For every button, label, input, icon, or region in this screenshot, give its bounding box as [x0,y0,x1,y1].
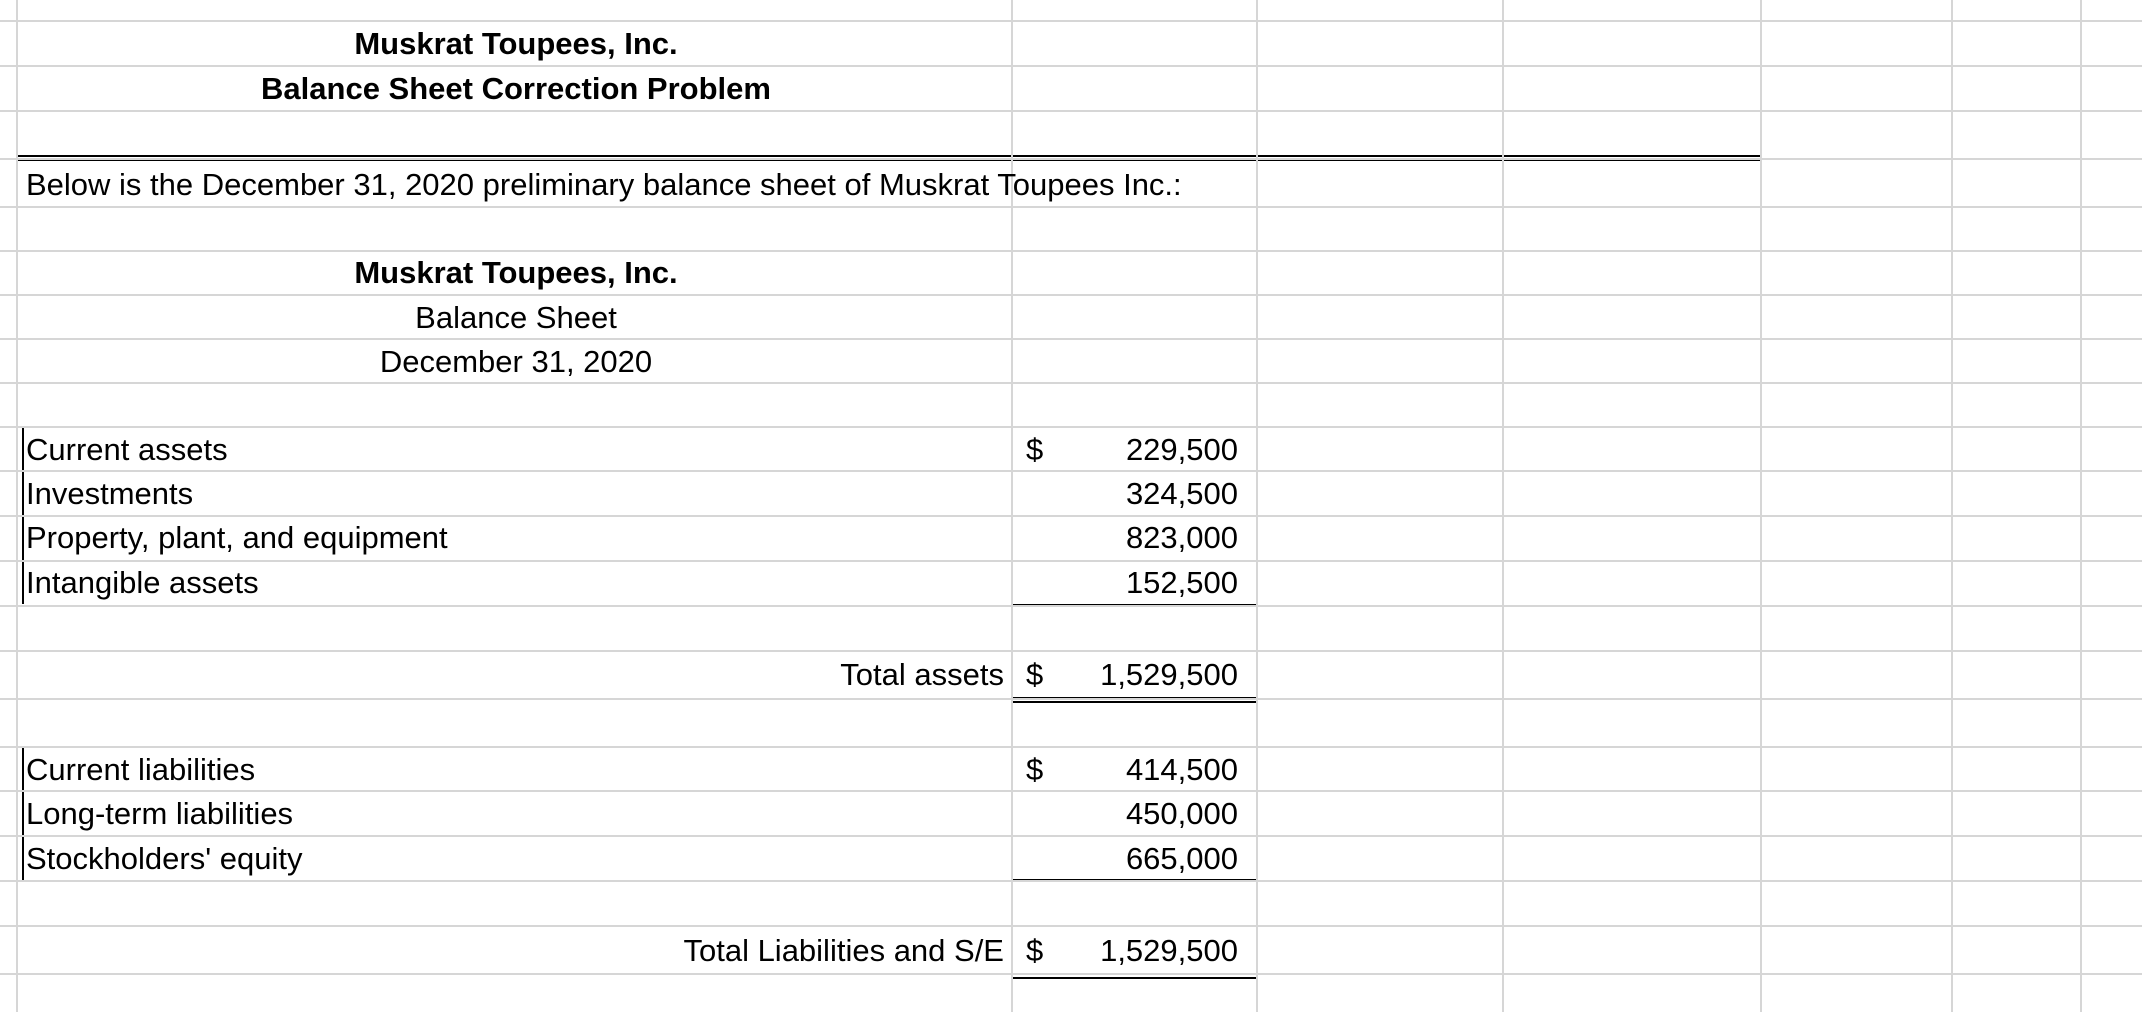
grid-row-line [0,925,2142,927]
asset-row-dollar[interactable] [1026,560,1066,604]
grid-column-line [1951,0,1953,1012]
grid-row-line [0,880,2142,882]
asset-amount: 152,500 [1125,564,1238,600]
statement-date: December 31, 2020 [379,343,653,379]
problem-title-cell[interactable] [16,67,1016,109]
liability-row-dollar[interactable] [1026,791,1066,835]
asset-row-label[interactable] [26,560,996,604]
statement-date-cell[interactable] [16,339,1016,383]
asset-label: Current assets [26,431,228,467]
liability-row-dollar[interactable] [1026,836,1066,880]
liability-amount: 450,000 [1125,795,1238,831]
total-liabilities-label: Total Liabilities and S/E [683,932,1004,968]
total-liabilities-dollar-cell[interactable] [1026,928,1066,972]
liability-row-label[interactable] [26,747,996,791]
asset-label: Intangible assets [26,564,259,600]
intro-text-cell[interactable] [26,162,1426,206]
asset-label: Property, plant, and equipment [26,519,448,555]
asset-row-label[interactable] [26,471,996,515]
grid-row-line [0,698,2142,700]
liability-label: Long-term liabilities [26,795,294,831]
liability-row-label[interactable] [26,791,996,835]
liability-row-dollar[interactable] [1026,747,1066,791]
liability-row-amount[interactable] [1066,836,1238,880]
asset-row-amount[interactable] [1066,427,1238,471]
grid-column-line [16,0,18,1012]
asset-amount: 324,500 [1125,475,1238,511]
total-double-underline [1011,701,1256,703]
liability-amount: 414,500 [1125,751,1238,787]
intro-text: Below is the December 31, 2020 preliminary balance sheet of Muskrat Toupees Inc.: [26,166,1182,202]
liability-row-label[interactable] [26,836,996,880]
liability-amount: 665,000 [1125,840,1238,876]
asset-amount: 229,500 [1125,431,1238,467]
total-liabilities-amount: 1,529,500 [1100,932,1238,968]
liability-row-amount[interactable] [1066,747,1238,791]
grid-row-line [0,110,2142,112]
liability-label: Current liabilities [26,751,256,787]
statement-company-cell[interactable] [16,250,1016,294]
asset-row-amount[interactable] [1066,471,1238,515]
liability-label: Stockholders' equity [26,840,303,876]
asset-row-label[interactable] [26,515,996,559]
asset-row-dollar[interactable] [1026,515,1066,559]
asset-amount: 823,000 [1125,519,1238,555]
dollar-sign: $ [1026,932,1044,968]
statement-company: Muskrat Toupees, Inc. [354,254,678,290]
title-double-border [16,155,1762,157]
dollar-sign: $ [1026,656,1044,692]
asset-row-amount[interactable] [1066,560,1238,604]
statement-title: Balance Sheet [415,299,617,335]
grid-column-line [1760,0,1762,1012]
total-assets-amount: 1,529,500 [1100,656,1238,692]
asset-label: Investments [26,475,194,511]
total-assets-dollar-cell[interactable] [1026,652,1066,696]
grid-column-line [1256,0,1258,1012]
total-liabilities-amount-cell[interactable] [1066,928,1238,972]
liability-row-amount[interactable] [1066,791,1238,835]
total-liabilities-label-cell[interactable] [16,928,1004,972]
grid-row-line [0,605,2142,607]
company-title-cell[interactable] [16,22,1016,64]
problem-title: Balance Sheet Correction Problem [261,70,771,106]
asset-row-amount[interactable] [1066,515,1238,559]
total-double-underline [1011,977,1256,979]
grid-row-line [0,158,2142,160]
liabilities-left-border [22,746,24,880]
company-title: Muskrat Toupees, Inc. [354,25,678,61]
total-assets-label-cell[interactable] [16,652,1004,696]
total-assets-label: Total assets [840,656,1004,692]
dollar-sign: $ [1026,751,1044,787]
grid-row-line [0,206,2142,208]
statement-title-cell[interactable] [16,295,1016,339]
grid-column-line [1502,0,1504,1012]
asset-row-dollar[interactable] [1026,471,1066,515]
asset-row-dollar[interactable] [1026,427,1066,471]
grid-column-line [2080,0,2082,1012]
grid-row-line [0,973,2142,975]
grid-column-line [1011,0,1013,1012]
total-assets-amount-cell[interactable] [1066,652,1238,696]
dollar-sign: $ [1026,431,1044,467]
asset-row-label[interactable] [26,427,996,471]
